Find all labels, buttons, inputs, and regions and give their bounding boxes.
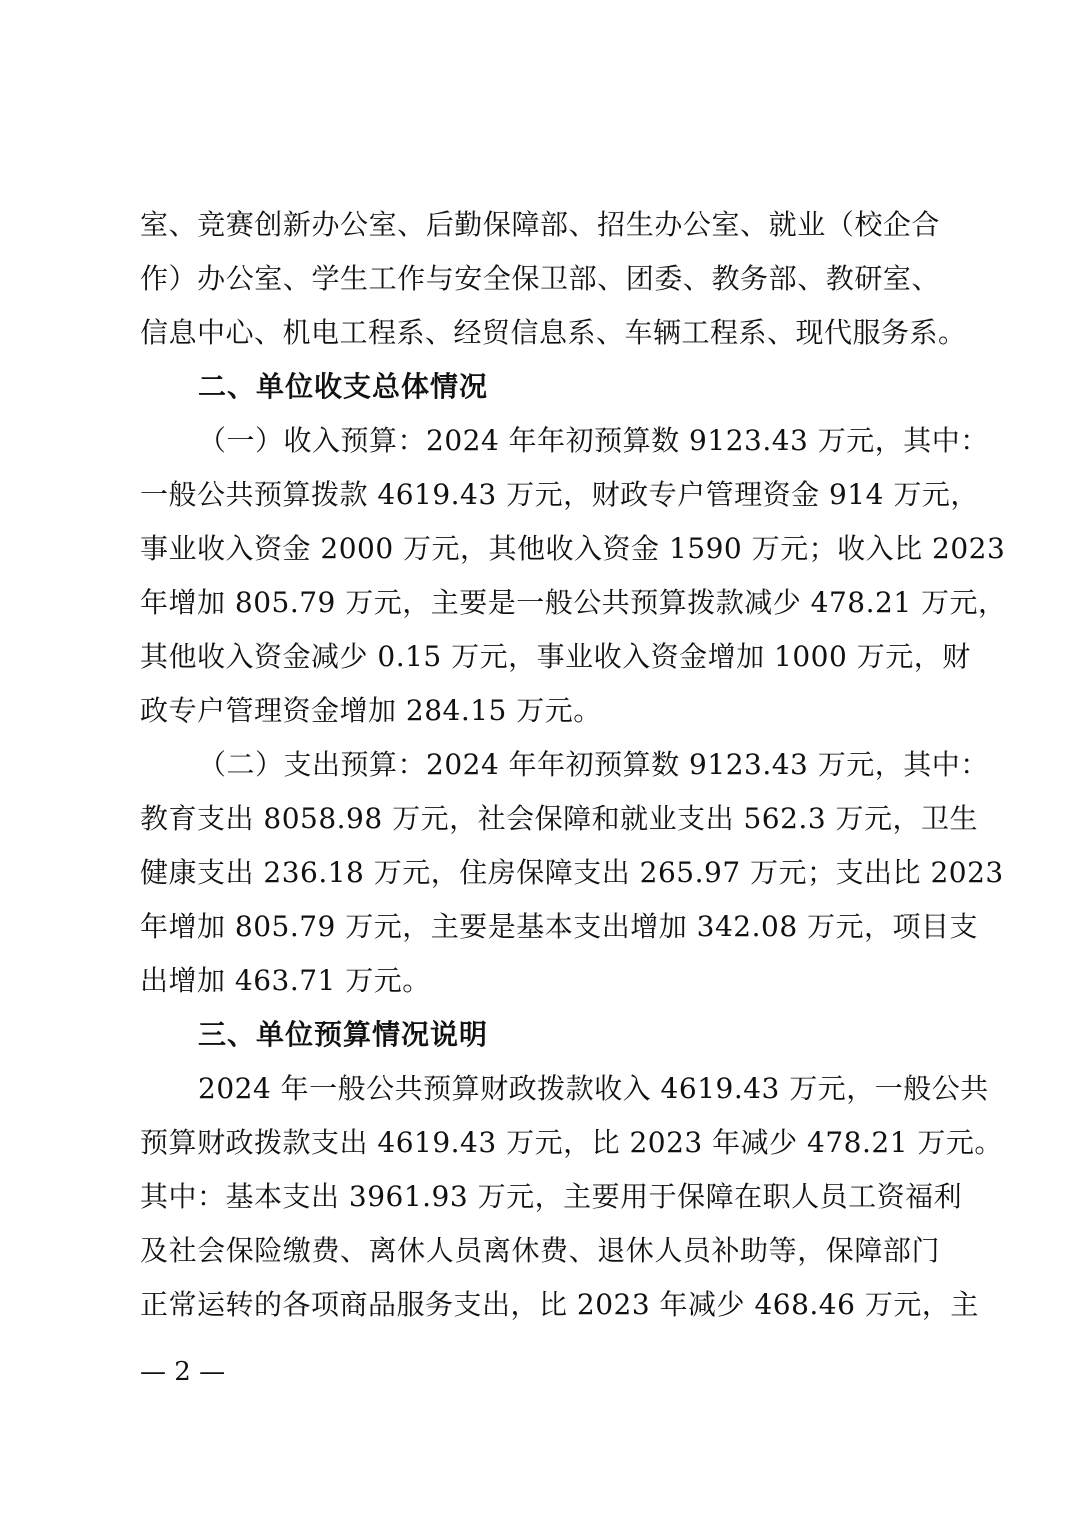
page-number: — 2 — (140, 1357, 226, 1387)
body-text-line: 2024 年一般公共预算财政拨款收入 4619.43 万元，一般公共 (198, 1072, 989, 1105)
body-text-line: （二）支出预算：2024 年年初预算数 9123.43 万元，其中： (198, 748, 989, 781)
body-text-line: 教育支出 8058.98 万元，社会保障和就业支出 562.3 万元，卫生 (140, 802, 979, 835)
body-text-line: 健康支出 236.18 万元，住房保障支出 265.97 万元；支出比 2023 (140, 856, 1004, 889)
body-text-line: （一）收入预算：2024 年年初预算数 9123.43 万元，其中： (198, 424, 989, 457)
section-heading: 二、单位收支总体情况 (198, 370, 489, 403)
body-text-line: 其中：基本支出 3961.93 万元，主要用于保障在职人员工资福利 (140, 1180, 963, 1213)
body-text-line: 一般公共预算拨款 4619.43 万元，财政专户管理资金 914 万元， (140, 478, 979, 511)
body-text-line: 及社会保险缴费、离休人员离休费、退休人员补助等，保障部门 (140, 1234, 940, 1267)
body-text-line: 年增加 805.79 万元，主要是一般公共预算拨款减少 478.21 万元， (140, 586, 1007, 619)
body-text-line: 出增加 463.71 万元。 (140, 964, 431, 997)
body-text-line: 预算财政拨款支出 4619.43 万元，比 2023 年减少 478.21 万元。 (140, 1126, 1003, 1159)
body-text-line: 作）办公室、学生工作与安全保卫部、团委、教务部、教研室、 (140, 262, 940, 295)
body-text-line: 其他收入资金减少 0.15 万元，事业收入资金增加 1000 万元，财 (140, 640, 971, 673)
body-text-line: 政专户管理资金增加 284.15 万元。 (140, 694, 602, 727)
body-text-line: 信息中心、机电工程系、经贸信息系、车辆工程系、现代服务系。 (140, 316, 967, 349)
body-text-line: 室、竞赛创新办公室、后勤保障部、招生办公室、就业（校企合 (140, 208, 940, 241)
body-text-line: 事业收入资金 2000 万元，其他收入资金 1590 万元；收入比 2023 (140, 532, 1006, 565)
body-text-line: 正常运转的各项商品服务支出，比 2023 年减少 468.46 万元，主 (140, 1288, 979, 1321)
body-text-line: 年增加 805.79 万元，主要是基本支出增加 342.08 万元，项目支 (140, 910, 979, 943)
document-body (140, 198, 1007, 1332)
section-heading: 三、单位预算情况说明 (198, 1018, 489, 1051)
